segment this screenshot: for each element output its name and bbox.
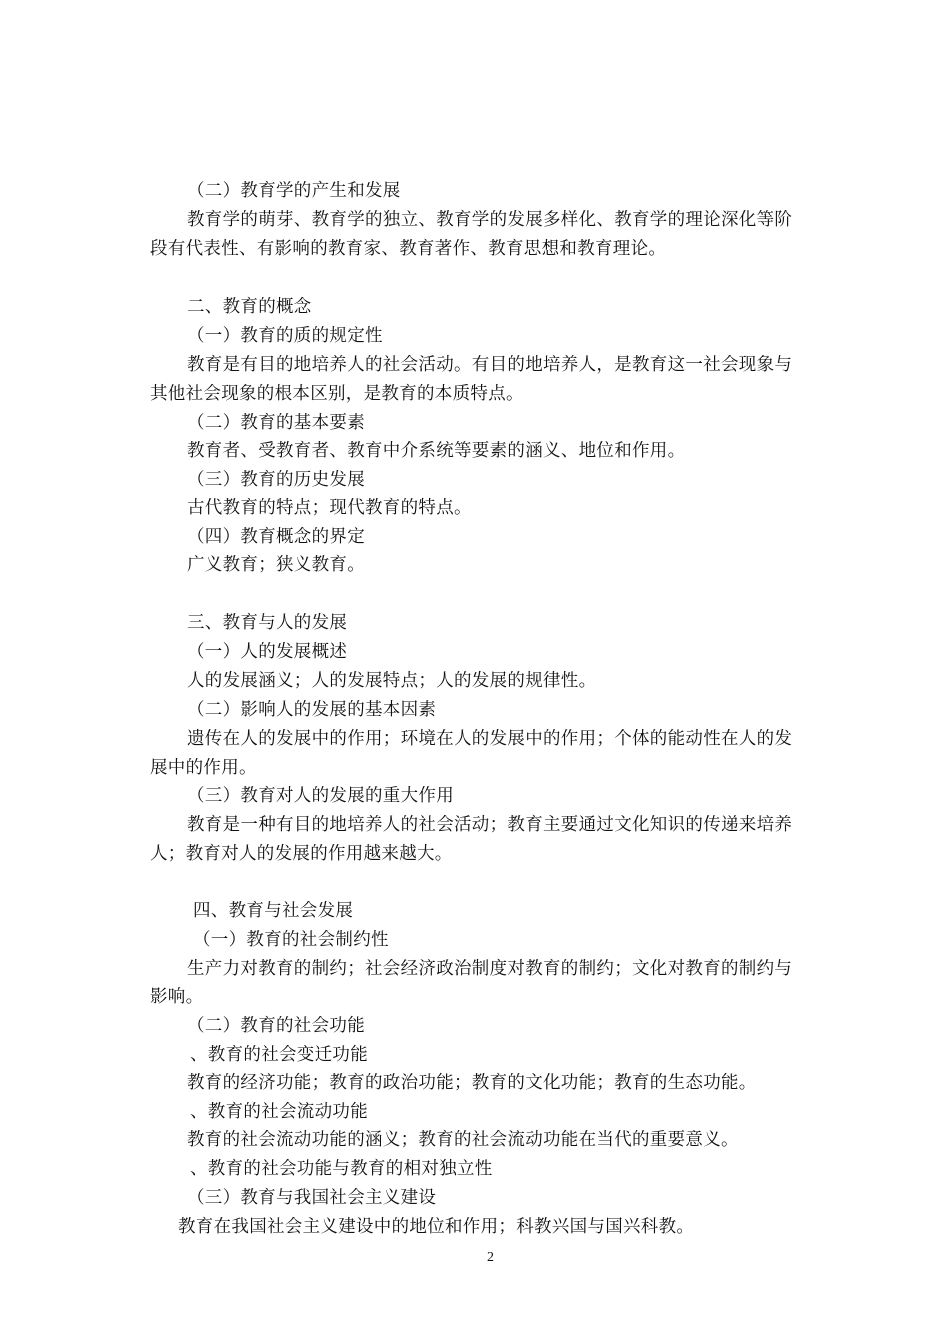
paragraph-line: 教育学的萌芽、教育学的独立、教育学的发展多样化、教育学的理论深化等阶 (187, 210, 793, 230)
subsection-heading: （一）教育的社会制约性 (193, 930, 389, 950)
paragraph-line: 教育在我国社会主义建设中的地位和作用；科教兴国与国兴科教。 (178, 1217, 695, 1237)
paragraph-line: 教育是有目的地培养人的社会活动。有目的地培养人，是教育这一社会现象与 (187, 355, 793, 375)
section-heading-human-development: 三、教育与人的发展 (187, 613, 348, 633)
subsection-heading: （二）教育的社会功能 (187, 1016, 365, 1036)
paragraph-line: 遗传在人的发展中的作用；环境在人的发展中的作用；个体的能动性在人的发 (187, 729, 793, 749)
subsection-heading: （二）影响人的发展的基本因素 (187, 700, 437, 720)
subsection-heading: （二）教育的基本要素 (187, 413, 365, 433)
paragraph-line: 教育的经济功能；教育的政治功能；教育的文化功能；教育的生态功能。 (187, 1073, 757, 1093)
paragraph-line: 教育者、受教育者、教育中介系统等要素的涵义、地位和作用。 (187, 441, 686, 461)
section-heading-concept: 二、教育的概念 (187, 297, 312, 317)
list-item-heading: 、教育的社会流动功能 (190, 1102, 368, 1122)
subsection-heading: （四）教育概念的界定 (187, 527, 365, 547)
subsection-heading: （三）教育与我国社会主义建设 (187, 1188, 437, 1208)
subsection-heading-2-origin: （二）教育学的产生和发展 (187, 181, 401, 201)
section-heading-social-development: 四、教育与社会发展 (193, 901, 354, 921)
paragraph-line: 段有代表性、有影响的教育家、教育著作、教育思想和教育理论。 (150, 239, 667, 259)
subsection-heading: （一）人的发展概述 (187, 642, 348, 662)
paragraph-line: 人；教育对人的发展的作用越来越大。 (150, 844, 453, 864)
page-number: 2 (487, 1250, 494, 1265)
paragraph-line: 人的发展涵义；人的发展特点；人的发展的规律性。 (187, 671, 597, 691)
paragraph-line: 影响。 (150, 987, 204, 1007)
paragraph-line: 其他社会现象的根本区别，是教育的本质特点。 (150, 384, 524, 404)
subsection-heading: （三）教育对人的发展的重大作用 (187, 786, 454, 806)
paragraph-line: 展中的作用。 (150, 758, 257, 778)
paragraph-line: 广义教育；狭义教育。 (187, 555, 365, 575)
paragraph-line: 生产力对教育的制约；社会经济政治制度对教育的制约；文化对教育的制约与 (187, 959, 793, 979)
paragraph-line: 教育的社会流动功能的涵义；教育的社会流动功能在当代的重要意义。 (187, 1130, 739, 1150)
paragraph-line: 教育是一种有目的地培养人的社会活动；教育主要通过文化知识的传递来培养 (187, 815, 793, 835)
list-item-heading: 、教育的社会功能与教育的相对独立性 (190, 1159, 493, 1179)
subsection-heading: （一）教育的质的规定性 (187, 326, 383, 346)
subsection-heading: （三）教育的历史发展 (187, 470, 365, 490)
paragraph-line: 古代教育的特点；现代教育的特点。 (187, 498, 472, 518)
list-item-heading: 、教育的社会变迁功能 (190, 1045, 368, 1065)
